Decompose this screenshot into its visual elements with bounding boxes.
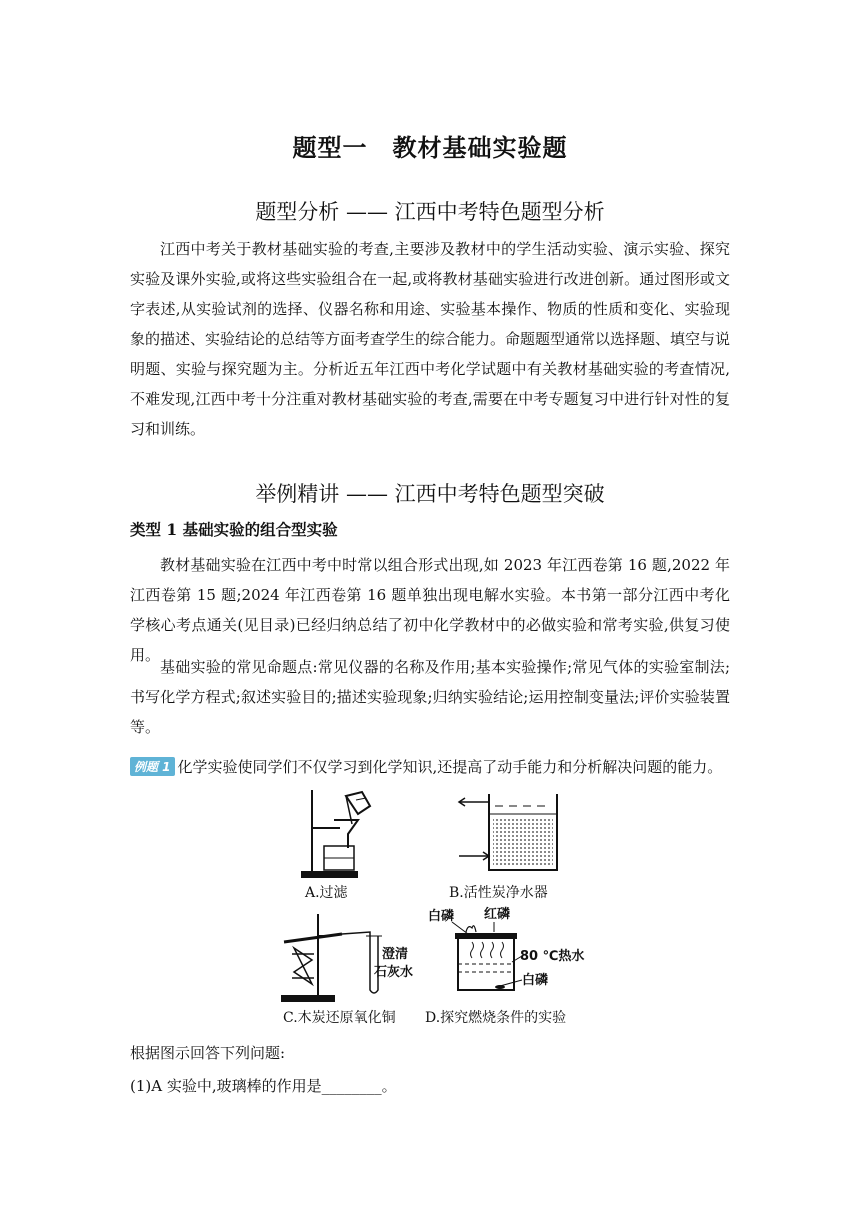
section-heading-examples: 举例精讲 —— 江西中考特色题型突破: [255, 482, 605, 506]
d-label-white-phosphorus-top: 白磷: [428, 909, 455, 924]
c-label-limewater: 石灰水: [374, 965, 414, 980]
example-badge: 例题 1: [130, 757, 175, 776]
c-label-clear: 澄清: [382, 947, 409, 962]
paragraph-proposition-points: 基础实验的常见命题点:常见仪器的名称及作用;基本实验操作;常见气体的实验室制法;书写化学方程式;叙述实验目的;描述实验现象;归纳实验结论;运用控制变量法;评价实验装置等。: [130, 658, 730, 736]
example-line: [130, 756, 740, 777]
combustion-diagram: [428, 906, 588, 1004]
filtration-diagram: [300, 788, 440, 880]
caption-d: D.探究燃烧条件的实验: [425, 1010, 567, 1026]
section-heading-analysis: 题型分析 —— 江西中考特色题型分析: [255, 200, 605, 224]
example-text: 化学实验使同学们不仅学习到化学知识,还提高了动手能力和分析解决问题的能力。: [177, 758, 723, 776]
caption-a: A.过滤: [305, 885, 348, 901]
caption-b: B.活性炭净水器: [449, 885, 548, 901]
caption-c: C.木炭还原氧化铜: [283, 1010, 396, 1026]
question-1: (1)A 实验中,玻璃棒的作用是________。: [130, 1077, 397, 1095]
prompt-text: 根据图示回答下列问题:: [130, 1044, 286, 1062]
page-title: 题型一 教材基础实验题: [292, 133, 568, 162]
d-label-white-phosphorus-bottom: 白磷: [522, 973, 549, 988]
d-label-red-phosphorus: 红磷: [484, 907, 511, 922]
carbon-reduction-diagram: [278, 912, 438, 1002]
paragraph-combination: 教材基础实验在江西中考中时常以组合形式出现,如 2023 年江西卷第 16 题,2022 年江西卷第 15 题;2024 年江西卷第 16 题单独出现电解水实验。本书第一部分江西中考化学核心考点通关(见目录)已经归纳总结了初中化学教材中的必做实验和常考实验,供复习使用。: [130, 556, 730, 664]
type-heading: 类型 1 基础实验的组合型实验: [130, 520, 338, 539]
intro-paragraph: 江西中考关于教材基础实验的考查,主要涉及教材中的学生活动实验、演示实验、探究实验及课外实验,或将这些实验组合在一起,或将教材基础实验进行改进创新。通过图形或文字表述,从实验试剂的选择、仪器名称和用途、实验基本操作、物质的性质和变化、实验现象的描述、实验结论的总结等方面考查学生的综合能力。命题题型通常以选择题、填空与说明题、实验与探究题为主。分析近五年江西中考化学试题中有关教材基础实验的考查情况,不难发现,江西中考十分注重对教材基础实验的考查,需要在中考专题复习中进行针对性的复习和训练。: [130, 240, 731, 438]
carbon-purifier-diagram: [455, 790, 575, 876]
d-label-hot-water: 80 ℃热水: [520, 949, 585, 964]
